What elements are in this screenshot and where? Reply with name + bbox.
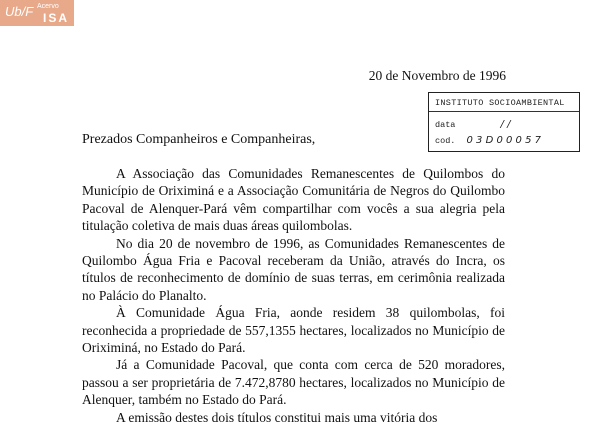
paragraph-4: Já a Comunidade Pacoval, que conta com cerca de 520 moradores, passou a ser proprietária de 7.472,8780 hectares, localizados no Município de Alenquer, também no Estado do Pará. — [82, 357, 505, 408]
stamp-title: INSTITUTO SOCIOAMBIENTAL — [435, 98, 565, 108]
stamp-code-label: cod. — [435, 136, 456, 146]
paragraph-1: A Associação das Comunidades Remanescentes de Quilombos do Município de Oriximiná e a Associação Comunitária de Negros do Quilombo Pacoval de Alenquer-Pará vêm compartilhar com vocês a sua alegria pela titulação coletiva de mais duas áreas quilombolas. — [82, 166, 505, 234]
letter-date: 20 de Novembro de 1996 — [368, 68, 506, 83]
stamp-date-label: data — [435, 120, 456, 130]
stamp-code-value: 0 3 D 0 0 0 5 7 — [466, 135, 542, 146]
stamp-date-row — [435, 119, 510, 130]
letter-body — [82, 165, 505, 426]
acervo-isa-logo — [0, 0, 74, 26]
stamp-code-row — [435, 135, 541, 146]
stamp-divider — [429, 111, 579, 112]
logo-isa-text: ISA — [43, 11, 70, 25]
logo-acervo-text: Acervo — [37, 3, 59, 10]
paragraph-5: A emissão destes dois títulos constitui mais uma vitória dos — [116, 409, 438, 425]
paragraph-2: No dia 20 de novembro de 1996, as Comunidades Remanescentes de Quilombo Água Fria e Pacoval receberam da União, através do Incra, os títulos de reconhecimento de domínio de suas terras, em cerimônia realizada no Palácio do Planalto. — [82, 235, 505, 303]
letter-greeting: Prezados Companheiros e Companheiras, — [82, 132, 316, 147]
institute-stamp — [428, 92, 580, 152]
paragraph-3: À Comunidade Água Fria, aonde residem 38 quilombolas, foi reconhecida a propriedade de 557,1355 hectares, localizados no Município de Oriximiná, no Estado do Pará. — [82, 305, 505, 356]
logo-mark: Ub/F — [5, 4, 34, 19]
stamp-date-value: / / — [500, 119, 511, 130]
